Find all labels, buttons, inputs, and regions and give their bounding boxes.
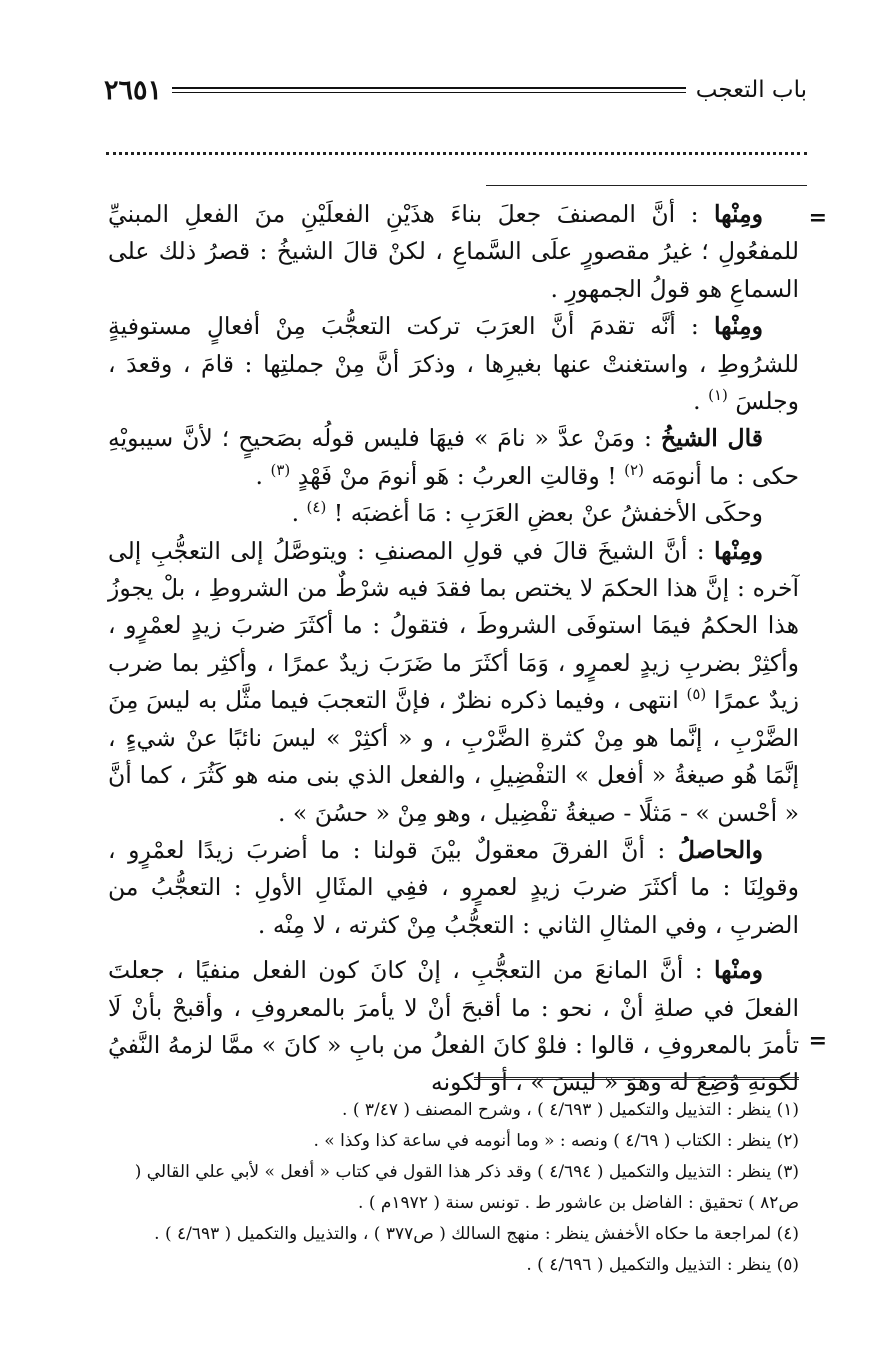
page-header xyxy=(104,70,807,110)
chapter-title: باب التعجب xyxy=(695,77,807,103)
footnote-ref: (١) xyxy=(708,386,728,405)
paragraph xyxy=(108,832,799,944)
paragraph-lead: قال الشيخُ xyxy=(660,424,763,453)
footnote-ref: (٤) xyxy=(306,498,327,517)
footnote-1: (١) ينظر : التذييل والتكميل ( ٤/٦٩٣ ) ، وشرح المصنف ( ٣/٤٧ ) . xyxy=(342,1100,799,1120)
main-text xyxy=(108,196,799,1102)
footnote-4: (٤) لمراجعة ما حكاه الأخفش ينظر : منهج السالك ( ص٣٧٧ ) ، والتذييل والتكميل ( ٤/٦٩٣ ) . xyxy=(154,1224,799,1244)
continuation-mark-top: = xyxy=(808,205,827,231)
paragraph xyxy=(108,196,799,308)
footnote-3: (٣) ينظر : التذييل والتكميل ( ٤/٦٩٤ ) وقد ذكر هذا القول في كتاب « أفعل » لأبي علي القالي ( ص٨٢ ) تحقيق : الفاضل بن عاشور ط . تونس سنة ( ١٩٧٢م ) . xyxy=(134,1162,799,1213)
header-rule xyxy=(172,87,686,93)
paragraph-text: : أنَّ الفرقَ معقولٌ بيْنَ قولنا : ما أضربَ زيدًا لعمْرٍو ، وقولِنَا : ما أكثَرَ ضربَ زيدٍ لعمرٍو ، ففِي المثَالِ الأولِ : التعجُّبُ من الضربِ ، وفي المثالِ الثاني : التعجُّبُ مِنْ كثرته ، لا مِنْه . xyxy=(108,835,799,939)
paragraph-text: : أنَّ المصنفَ جعلَ بناءَ هذَيْنِ الفعلَيْنِ منَ الفعلِ المبنيِّ للمفعُولِ ؛ غيرُ مقصورٍ علَى السَّماعِ ، لكنْ قالَ الشيخُ : قصرُ ذلك على السماعِ هو قولُ الجمهورِ . xyxy=(108,200,799,303)
paragraph-text: : أنَّ المانعَ من التعجُّبِ ، إنْ كانَ كون الفعل منفيًا ، جعلتَ الفعلَ في صلةِ أنْ ، نحو : ما أقبحَ أنْ لا يأمرَ بالمعروفِ ، وأقبحْ بأنْ لَا تأمرَ بالمعروفِ ، قالوا : فلوْ كانَ الفعلُ من بابِ « كانَ » ممَّا لزمهُ النَّفيُ لكونهِ وُضِعَ له وهوَ « ليسَ » ، أو لكونه xyxy=(108,956,799,1097)
footnote-divider xyxy=(474,1077,799,1082)
paragraph-lead: ومِنْها xyxy=(713,200,763,228)
paragraph-text: انتهى ، وفيما ذكره نظرٌ ، فإنَّ التعجبَ فيما مثَّل به ليسَ مِنَ الضَّرْبِ ، إنَّما هو مِنْ كثرةِ الضَّرْبِ ، و « أكثِرْ » ليسَ نائبًا عنْ شيءٍ ، إنَّمَا هُو صيغةُ « أفعل » التفْضِيلِ ، والفعل الذي بنى منه هو كَثُرَ ، كما أنَّ « أحْسن » - مَثلًا - صيغةُ تفْضِيل ، وهو مِنْ « حسُنَ » . xyxy=(108,686,799,827)
paragraph xyxy=(108,420,799,495)
paragraph-text: وحكَى الأخفشُ عنْ بعضِ العَرَبِ : مَا أغضبَه ! xyxy=(333,499,763,528)
footnote-2: (٢) ينظر : الكتاب ( ٤/٦٩ ) ونصه : « وما أنومه في ساعة كذا وكذا » . xyxy=(313,1131,799,1151)
paragraph-lead: ومنْها xyxy=(713,956,763,985)
paragraph-text: : ومَنْ عدَّ « نامَ » فيهَا فليس قولُه بصَحيحٍ ؛ لأنَّ سيبويْهِ حكى : ما أنومَه xyxy=(108,424,799,490)
paragraph-text: . xyxy=(291,499,300,528)
paragraph-text: : أنَّه تقدمَ أنَّ العرَبَ تركت التعجُّبَ مِنْ أفعالٍ مستوفيةٍ للشرُوطِ ، واستغنتْ عنها بغيرِها ، وذكرَ أنَّ مِنْ جملتِها : قامَ ، وقعدَ ، وجلسَ xyxy=(108,312,799,416)
paragraph-lead: ومِنْها xyxy=(713,536,763,565)
continuation-mark-bottom: = xyxy=(808,1028,827,1054)
paragraph-text: . xyxy=(693,387,701,416)
paragraph xyxy=(108,495,799,532)
footnote-ref: (٣) xyxy=(270,461,291,480)
paragraph xyxy=(108,533,799,832)
paragraph xyxy=(108,308,799,420)
paragraph-lead: والحاصلُ xyxy=(677,835,763,864)
footnote-5: (٥) ينظر : التذييل والتكميل ( ٤/٦٩٦ ) . xyxy=(526,1255,799,1275)
dotted-divider xyxy=(106,152,807,155)
paragraph-lead: ومِنْها xyxy=(713,312,763,341)
paragraph-text: ! وقالتِ العربُ : هَو أنومَ منْ فَهْدٍ xyxy=(297,461,617,490)
footnote-ref: (٥) xyxy=(686,685,707,704)
footnotes xyxy=(108,1095,799,1281)
page-number: ٢٦٥١ xyxy=(104,74,163,106)
paragraph-text: . xyxy=(255,461,263,490)
section-rule xyxy=(486,185,807,186)
footnote-ref: (٢) xyxy=(624,461,644,480)
paragraph-text: : أنَّ الشيخَ قالَ في قولِ المصنفِ : ويتوصَّلُ إلى التعجُّبِ إلى آخره : إنَّ هذا الحكمَ لا يختص بما فقدَ فيه شرْطٌ من الشروطِ ، بلْ يجوزُ هذا الحكمُ فيمَا استوفَى الشروطَ ، فتقولُ : ما أكثَرَ ضربَ زيدٍ لعمْرٍو ، وأكثِرْ بضربِ زيدٍ لعمرٍو ، وَمَا أكثَرَ ما ضَرَبَ زيدٌ عمرًا ، وأكثِر بما ضرب زيدٌ عمرًا xyxy=(108,536,799,715)
